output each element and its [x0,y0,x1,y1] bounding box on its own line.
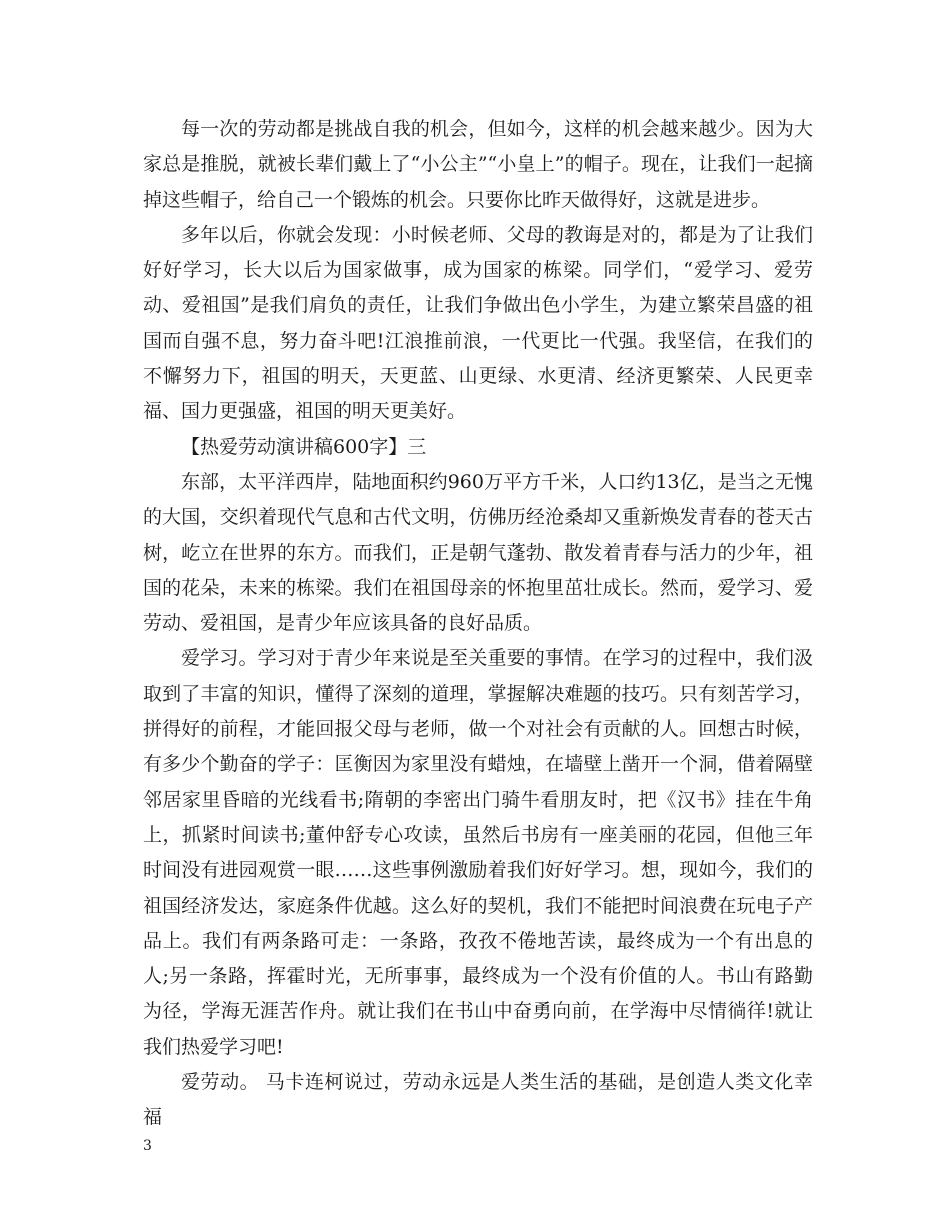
section-heading: 【热爱劳动演讲稿600字】三 [181,435,427,458]
page-number: 3 [143,1138,152,1154]
paragraph-future-reflection: 多年以后，你就会发现：小时候老师、父母的教诲是对的，都是为了让我们好好学习，长大以后为国家做事，成为国家的栋梁。同学们，“爱学习、爱劳动、爱祖国”是我们肩负的责任，让我们争做出色小学生，为建立繁荣昌盛的祖国而自强不息，努力奋斗吧!江浪推前浪，一代更比一代强。我坚信，在我们的不懈努力下，祖国的明天，天更蓝、山更绿、水更清、经济更繁荣、人民更幸福、国力更强盛，祖国的明天更美好。 [143,223,813,423]
paragraph-love-study: 爱学习。学习对于青少年来说是至关重要的事情。在学习的过程中，我们汲取到了丰富的知识，懂得了深刻的道理，掌握解决难题的技巧。只有刻苦学习，拼得好的前程，才能回报父母与老师，做一个对社会有贡献的人。回想古时候，有多少个勤奋的学子：匡衡因为家里没有蜡烛，在墙壁上凿开一个洞，借着隔壁邻居家里昏暗的光线看书;隋朝的李密出门骑牛看朋友时，把《汉书》挂在牛角上，抓紧时间读书;董仲舒专心攻读，虽然后书房有一座美丽的花园，但他三年时间没有进园观赏一眼……这些事例激励着我们好好学习。想，现如今，我们的祖国经济发达，家庭条件优越。这么好的契机，我们不能把时间浪费在玩电子产品上。我们有两条路可走：一条路，孜孜不倦地苦读，最终成为一个有出息的人;另一条路，挥霍时光，无所事事，最终成为一个没有价值的人。书山有路勤为径，学海无涯苦作舟。就让我们在书山中奋勇向前，在学海中尽情徜徉!就让我们热爱学习吧! [143,647,813,1058]
paragraph-love-labor: 爱劳动。 马卡连柯说过，劳动永远是人类生活的基础，是创造人类文化幸福 [143,1071,813,1129]
paragraph-labor-challenge: 每一次的劳动都是挑战自我的机会，但如今，这样的机会越来越少。因为大家总是推脱，就被长辈们戴上了“小公主”“小皇上”的帽子。现在，让我们一起摘掉这些帽子，给自己一个锻炼的机会。只要你比昨天做得好，这就是进步。 [143,118,813,211]
paragraph-country-intro: 东部，太平洋西岸，陆地面积约960万平方千米，人口约13亿，是当之无愧的大国，交织着现代气息和古代文明，仿佛历经沧桑却又重新焕发青春的苍天古树，屹立在世界的东方。而我们，正是朝气蓬勃、散发着青春与活力的少年，祖国的花朵，未来的栋梁。我们在祖国母亲的怀抱里茁壮成长。然而，爱学习、爱劳动、爱祖国，是青少年应该具备的良好品质。 [143,470,813,635]
document-body [143,112,813,1136]
